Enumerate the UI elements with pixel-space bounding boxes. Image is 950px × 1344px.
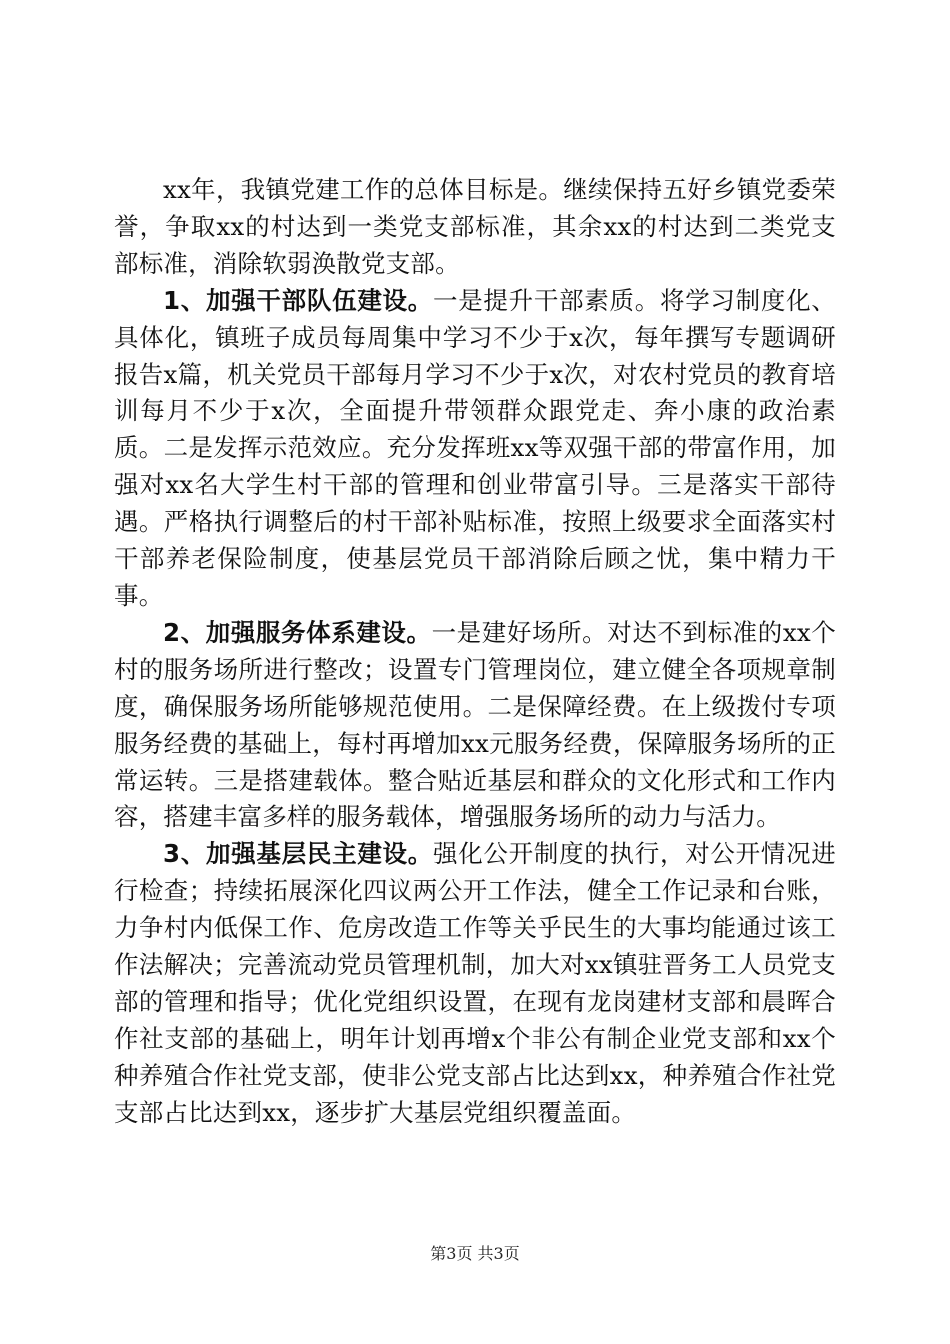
document-body bbox=[114, 172, 836, 1132]
paragraph-service-system bbox=[114, 615, 836, 836]
section-heading: 3、加强基层民主建设。 bbox=[163, 839, 433, 869]
paragraph-democracy bbox=[114, 836, 836, 1131]
page-number-footer: 第3页 共3页 bbox=[430, 1244, 520, 1263]
section-heading: 1、加强干部队伍建设。 bbox=[163, 285, 433, 315]
paragraph-intro bbox=[114, 172, 836, 283]
section-heading: 2、加强服务体系建设。 bbox=[163, 617, 432, 647]
paragraph-text: 强化公开制度的执行，对公开情况进行检查；持续拓展深化四议两公开工作法，健全工作记录和台账，力争村内低保工作、危房改造工作等关乎民生的大事均能通过该工作法解决；完善流动党员管理机制，加大对xx镇驻晋务工人员党支部的管理和指导；优化党组织设置，在现有龙岗建材支部和晨晖合作社支部的基础上，明年计划再增x个非公有制企业党支部和xx个种养殖合作社党支部，使非公党支部占比达到xx，种养殖合作社党支部占比达到xx，逐步扩大基层党组织覆盖面。 bbox=[114, 839, 836, 1127]
paragraph-cadre-team bbox=[114, 283, 836, 615]
paragraph-text: xx年，我镇党建工作的总体目标是。继续保持五好乡镇党委荣誉，争取xx的村达到一类党支部标准，其余xx的村达到二类党支部标准，消除软弱涣散党支部。 bbox=[114, 175, 836, 278]
paragraph-text: 一是建好场所。对达不到标准的xx个村的服务场所进行整改；设置专门管理岗位，建立健全各项规章制度，确保服务场所能够规范使用。二是保障经费。在上级拨付专项服务经费的基础上，每村再增加xx元服务经费，保障服务场所的正常运转。三是搭建载体。整合贴近基层和群众的文化形式和工作内容，搭建丰富多样的服务载体，增强服务场所的动力与活力。 bbox=[114, 617, 836, 832]
paragraph-text: 一是提升干部素质。将学习制度化、具体化，镇班子成员每周集中学习不少于x次，每年撰写专题调研报告x篇，机关党员干部每月学习不少于x次，对农村党员的教育培训每月不少于x次，全面提升带领群众跟党走、奔小康的政治素质。二是发挥示范效应。充分发挥班xx等双强干部的带富作用，加强对xx名大学生村干部的管理和创业带富引导。三是落实干部待遇。严格执行调整后的村干部补贴标准，按照上级要求全面落实村干部养老保险制度，使基层党员干部消除后顾之忧，集中精力干事。 bbox=[114, 285, 836, 610]
